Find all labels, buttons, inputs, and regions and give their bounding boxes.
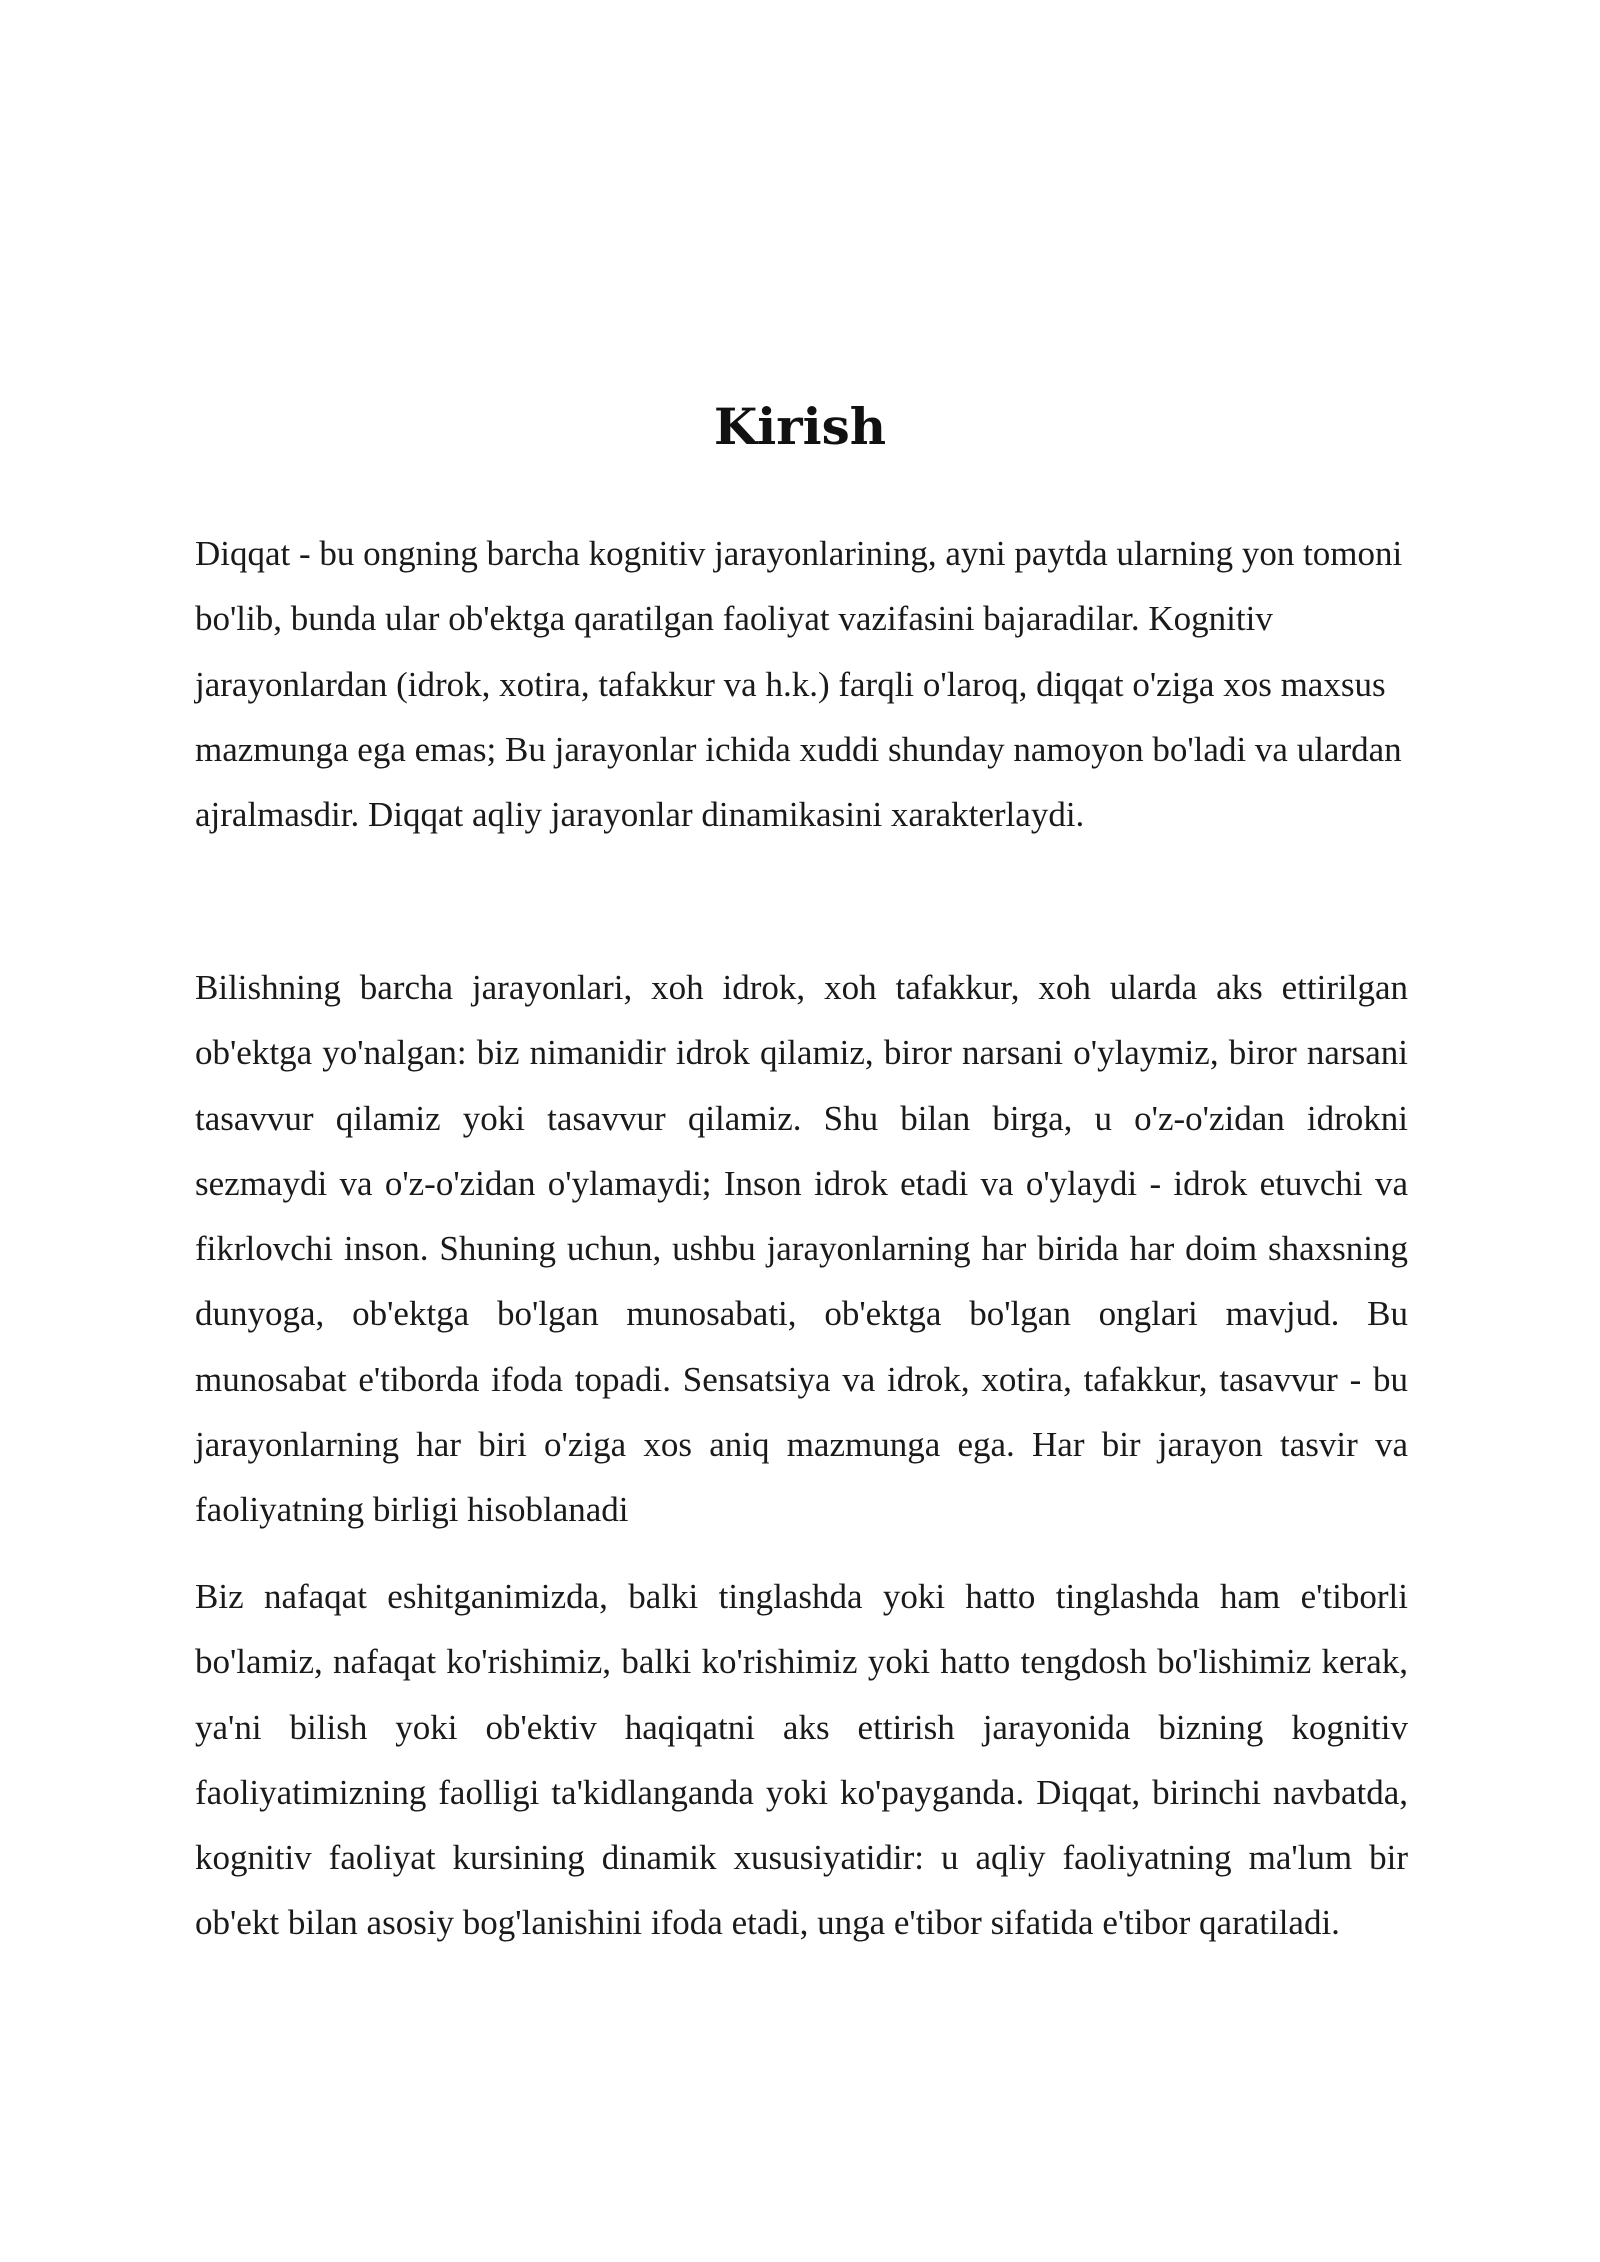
page-title: Kirish: [713, 397, 887, 456]
paragraph-1: Diqqat - bu ongning barcha kognitiv jarayonlarining, ayni paytda ularning yon tomoni bo'lib, bunda ular ob'ektga qaratilgan faoliyat vazifasini bajaradilar. Kognitiv jarayonlardan (idrok, xotira, tafakkur va h.k.) farqli o'laroq, diqqat o'ziga xos maxsus mazmunga ega emas; Bu jarayonlar ichida xuddi shunday namoyon bo'ladi va ulardan ajralmasdir. Diqqat aqliy jarayonlar dinamikasini xarakterlaydi.: [195, 534, 1403, 835]
paragraph-2: Bilishning barcha jarayonlari, xoh idrok, xoh tafakkur, xoh ularda aks ettirilgan ob'ektga yo'nalgan: biz nimanidir idrok qilamiz, biror narsani o'ylaymiz, biror narsani tasavvur qilamiz yoki tasavvur qilamiz. Shu bilan birga, u o'z-o'zidan idrokni sezmaydi va o'z-o'zidan o'ylamaydi; Inson idrok etadi va o'ylaydi - idrok etuvchi va fikrlovchi inson. Shuning uchun, ushbu jarayonlarning har birida har doim shaxsning dunyoga, ob'ektga bo'lgan munosabati, ob'ektga bo'lgan onglari mavjud. Bu munosabat e'tiborda ifoda topadi. Sensatsiya va idrok, xotira, tafakkur, tasavvur - bu jarayonlarning har biri o'ziga xos aniq mazmunga ega. Har bir jarayon tasvir va faoliyatning birligi hisoblanadi: [195, 968, 1408, 1530]
paragraph-3: Biz nafaqat eshitganimizda, balki tinglashda yoki hatto tinglashda ham e'tiborli bo'lamiz, nafaqat ko'rishimiz, balki ko'rishimiz yoki hatto tengdosh bo'lishimiz kerak, ya'ni bilish yoki ob'ektiv haqiqatni aks ettirish jarayonida bizning kognitiv faoliyatimizning faolligi ta'kidlanganda yoki ko'payganda. Diqqat, birinchi navbatda, kognitiv faoliyat kursining dinamik xususiyatidir: u aqliy faoliyatning ma'lum bir ob'ekt bilan asosiy bog'lanishini ifoda etadi, unga e'tibor sifatida e'tibor qaratiladi.: [195, 1577, 1408, 1943]
